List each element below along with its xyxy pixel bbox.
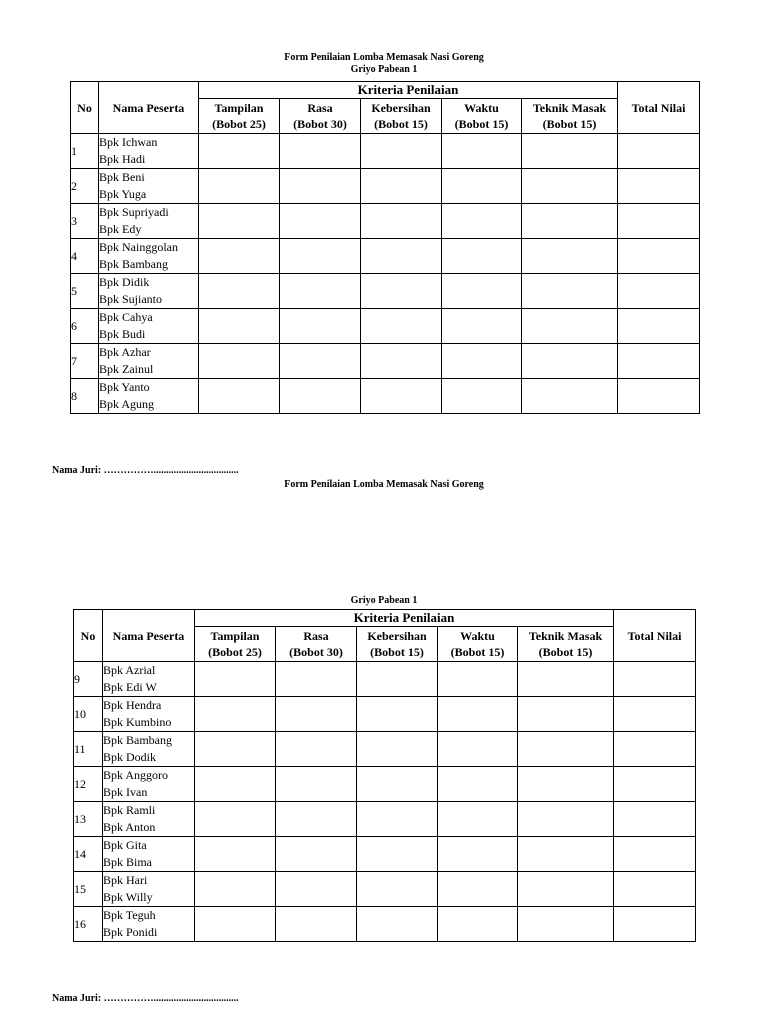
table-row — [71, 309, 700, 344]
score-cell-teknik-masak[interactable] — [522, 344, 618, 379]
score-cell-kebersihan[interactable] — [357, 767, 438, 802]
participant-names — [99, 379, 199, 414]
score-cell-rasa[interactable] — [276, 732, 357, 767]
row-number: 16 — [74, 907, 103, 942]
form1-nama-juri: Nama Juri: …………….................................. — [52, 465, 239, 476]
score-cell-total-nilai[interactable] — [618, 134, 700, 169]
participant-1: Bpk Yanto — [99, 380, 150, 394]
participant-names — [99, 274, 199, 309]
participant-1: Bpk Ichwan — [99, 135, 158, 149]
score-cell-rasa[interactable] — [276, 767, 357, 802]
table-row — [74, 662, 696, 697]
score-cell-kebersihan[interactable] — [361, 379, 442, 414]
participant-2: Bpk Agung — [99, 397, 155, 411]
participant-2: Bpk Edy — [99, 222, 142, 236]
row-number: 7 — [71, 344, 99, 379]
table-row — [71, 169, 700, 204]
header-teknik-masak: Teknik Masak (Bobot 15) — [522, 99, 618, 134]
header-tampilan: Tampilan (Bobot 25) — [195, 627, 276, 662]
score-cell-rasa[interactable] — [280, 134, 361, 169]
form1-title: Form Penilaian Lomba Memasak Nasi Goreng — [284, 52, 484, 63]
score-cell-total-nilai[interactable] — [618, 274, 700, 309]
score-cell-teknik-masak[interactable] — [518, 732, 614, 767]
table-row — [74, 802, 696, 837]
row-number: 9 — [74, 662, 103, 697]
participant-names — [99, 309, 199, 344]
header-kriteria: Kriteria Penilaian — [199, 82, 618, 99]
form2-title: Form Penilaian Lomba Memasak Nasi Goreng — [284, 479, 484, 490]
score-cell-rasa[interactable] — [280, 379, 361, 414]
score-cell-rasa[interactable] — [280, 274, 361, 309]
score-cell-waktu[interactable] — [438, 662, 518, 697]
score-cell-waktu[interactable] — [438, 907, 518, 942]
participant-1: Bpk Hendra — [103, 698, 162, 712]
score-cell-tampilan[interactable] — [195, 837, 276, 872]
score-cell-total-nilai[interactable] — [618, 169, 700, 204]
score-cell-tampilan[interactable] — [195, 802, 276, 837]
row-number: 1 — [71, 134, 99, 169]
score-cell-rasa[interactable] — [280, 309, 361, 344]
participant-1: Bpk Supriyadi — [99, 205, 169, 219]
participant-1: Bpk Ramli — [103, 803, 156, 817]
score-cell-waktu[interactable] — [438, 872, 518, 907]
table-row — [74, 767, 696, 802]
score-cell-tampilan[interactable] — [199, 239, 280, 274]
score-cell-kebersihan[interactable] — [357, 907, 438, 942]
participant-2: Bpk Anton — [103, 820, 156, 834]
score-cell-tampilan[interactable] — [195, 907, 276, 942]
participant-names — [103, 872, 195, 907]
participant-1: Bpk Azhar — [99, 345, 151, 359]
form1-score-table — [70, 81, 700, 414]
score-cell-total-nilai[interactable] — [614, 697, 696, 732]
score-cell-total-nilai[interactable] — [614, 767, 696, 802]
participant-1: Bpk Teguh — [103, 908, 156, 922]
score-cell-total-nilai[interactable] — [614, 732, 696, 767]
score-cell-teknik-masak[interactable] — [522, 379, 618, 414]
score-cell-kebersihan[interactable] — [361, 169, 442, 204]
score-cell-rasa[interactable] — [280, 239, 361, 274]
row-number: 14 — [74, 837, 103, 872]
score-cell-teknik-masak[interactable] — [522, 274, 618, 309]
score-cell-rasa[interactable] — [276, 662, 357, 697]
score-cell-waktu[interactable] — [442, 169, 522, 204]
participant-2: Bpk Hadi — [99, 152, 146, 166]
score-cell-tampilan[interactable] — [199, 204, 280, 239]
score-cell-tampilan[interactable] — [195, 767, 276, 802]
table-row — [71, 379, 700, 414]
participant-1: Bpk Cahya — [99, 310, 153, 324]
score-cell-total-nilai[interactable] — [618, 344, 700, 379]
score-cell-tampilan[interactable] — [199, 309, 280, 344]
score-cell-teknik-masak[interactable] — [518, 802, 614, 837]
score-cell-tampilan[interactable] — [195, 872, 276, 907]
header-waktu: Waktu (Bobot 15) — [438, 627, 518, 662]
participant-2: Bpk Willy — [103, 890, 153, 904]
score-cell-teknik-masak[interactable] — [518, 872, 614, 907]
table-row — [74, 872, 696, 907]
participant-1: Bpk Nainggolan — [99, 240, 178, 254]
row-number: 4 — [71, 239, 99, 274]
participant-names — [103, 802, 195, 837]
participant-1: Bpk Azrial — [103, 663, 156, 677]
form1-subtitle: Griyo Pabean 1 — [350, 64, 418, 75]
participant-2: Bpk Bima — [103, 855, 153, 869]
participant-2: Bpk Edi W — [103, 680, 157, 694]
header-total-nilai: Total Nilai — [618, 82, 700, 134]
row-number: 15 — [74, 872, 103, 907]
score-cell-teknik-masak[interactable] — [518, 837, 614, 872]
participant-2: Bpk Dodik — [103, 750, 157, 764]
score-cell-kebersihan[interactable] — [357, 872, 438, 907]
score-cell-teknik-masak[interactable] — [522, 169, 618, 204]
score-cell-waktu[interactable] — [438, 697, 518, 732]
participant-1: Bpk Hari — [103, 873, 148, 887]
participant-1: Bpk Gita — [103, 838, 147, 852]
score-cell-waktu[interactable] — [438, 802, 518, 837]
score-cell-kebersihan[interactable] — [361, 134, 442, 169]
participant-names — [103, 907, 195, 942]
score-cell-total-nilai[interactable] — [618, 204, 700, 239]
table-row — [71, 344, 700, 379]
form2-nama-juri: Nama Juri: …………….................................. — [52, 993, 239, 1004]
participant-1: Bpk Beni — [99, 170, 145, 184]
score-cell-tampilan[interactable] — [199, 134, 280, 169]
participant-1: Bpk Bambang — [103, 733, 172, 747]
header-no: No — [71, 82, 99, 134]
table-row — [74, 732, 696, 767]
participant-2: Bpk Ivan — [103, 785, 148, 799]
score-cell-teknik-masak[interactable] — [522, 134, 618, 169]
score-cell-tampilan[interactable] — [199, 169, 280, 204]
score-cell-kebersihan[interactable] — [361, 204, 442, 239]
header-teknik-masak: Teknik Masak (Bobot 15) — [518, 627, 614, 662]
score-cell-waktu[interactable] — [442, 379, 522, 414]
participant-names — [103, 767, 195, 802]
score-cell-kebersihan[interactable] — [357, 837, 438, 872]
score-cell-waktu[interactable] — [442, 134, 522, 169]
table-row — [71, 204, 700, 239]
row-number: 13 — [74, 802, 103, 837]
participant-2: Bpk Budi — [99, 327, 146, 341]
row-number: 3 — [71, 204, 99, 239]
form2-subtitle: Griyo Pabean 1 — [350, 595, 418, 606]
header-nama-peserta: Nama Peserta — [99, 82, 199, 134]
row-number: 11 — [74, 732, 103, 767]
score-cell-teknik-masak[interactable] — [522, 309, 618, 344]
score-cell-tampilan[interactable] — [195, 697, 276, 732]
row-number: 10 — [74, 697, 103, 732]
score-cell-teknik-masak[interactable] — [522, 239, 618, 274]
header-kriteria: Kriteria Penilaian — [195, 610, 614, 627]
participant-names — [99, 239, 199, 274]
score-cell-waktu[interactable] — [442, 344, 522, 379]
score-cell-waktu[interactable] — [442, 239, 522, 274]
participant-names — [103, 697, 195, 732]
score-cell-total-nilai[interactable] — [618, 309, 700, 344]
header-rasa: Rasa (Bobot 30) — [280, 99, 361, 134]
participant-names — [103, 662, 195, 697]
score-cell-tampilan[interactable] — [195, 732, 276, 767]
score-cell-waktu[interactable] — [442, 274, 522, 309]
table-row — [74, 837, 696, 872]
header-tampilan: Tampilan (Bobot 25) — [199, 99, 280, 134]
score-cell-rasa[interactable] — [276, 872, 357, 907]
header-kebersihan: Kebersihan (Bobot 15) — [357, 627, 438, 662]
score-cell-teknik-masak[interactable] — [518, 907, 614, 942]
table-row — [71, 134, 700, 169]
participant-2: Bpk Ponidi — [103, 925, 158, 939]
score-cell-waktu[interactable] — [438, 837, 518, 872]
form2-score-table — [73, 609, 696, 942]
participant-names — [103, 837, 195, 872]
score-cell-tampilan[interactable] — [195, 662, 276, 697]
participant-names — [99, 169, 199, 204]
participant-2: Bpk Sujianto — [99, 292, 163, 306]
row-number: 5 — [71, 274, 99, 309]
table-row — [74, 697, 696, 732]
score-cell-total-nilai[interactable] — [614, 837, 696, 872]
participant-2: Bpk Kumbino — [103, 715, 172, 729]
score-cell-kebersihan[interactable] — [361, 274, 442, 309]
participant-names — [99, 344, 199, 379]
header-waktu: Waktu (Bobot 15) — [442, 99, 522, 134]
score-cell-waktu[interactable] — [438, 732, 518, 767]
form1-title-block — [0, 52, 768, 76]
score-cell-total-nilai[interactable] — [618, 239, 700, 274]
header-kebersihan: Kebersihan (Bobot 15) — [361, 99, 442, 134]
participant-names — [99, 204, 199, 239]
table-row — [71, 239, 700, 274]
score-cell-total-nilai[interactable] — [614, 662, 696, 697]
score-cell-kebersihan[interactable] — [357, 662, 438, 697]
score-cell-rasa[interactable] — [276, 907, 357, 942]
row-number: 8 — [71, 379, 99, 414]
score-cell-teknik-masak[interactable] — [518, 662, 614, 697]
participant-names — [103, 732, 195, 767]
score-cell-waktu[interactable] — [442, 204, 522, 239]
score-cell-waktu[interactable] — [442, 309, 522, 344]
score-cell-tampilan[interactable] — [199, 379, 280, 414]
score-cell-kebersihan[interactable] — [357, 697, 438, 732]
score-cell-kebersihan[interactable] — [361, 344, 442, 379]
score-cell-rasa[interactable] — [280, 204, 361, 239]
score-cell-rasa[interactable] — [280, 344, 361, 379]
score-cell-kebersihan[interactable] — [361, 309, 442, 344]
table-row — [74, 907, 696, 942]
score-cell-waktu[interactable] — [438, 767, 518, 802]
score-cell-kebersihan[interactable] — [357, 802, 438, 837]
table-row — [71, 274, 700, 309]
participant-names — [99, 134, 199, 169]
score-cell-teknik-masak[interactable] — [518, 697, 614, 732]
header-no: No — [74, 610, 103, 662]
score-cell-total-nilai[interactable] — [618, 379, 700, 414]
score-cell-kebersihan[interactable] — [361, 239, 442, 274]
participant-1: Bpk Didik — [99, 275, 150, 289]
header-nama-peserta: Nama Peserta — [103, 610, 195, 662]
participant-2: Bpk Bambang — [99, 257, 168, 271]
participant-1: Bpk Anggoro — [103, 768, 169, 782]
header-rasa: Rasa (Bobot 30) — [276, 627, 357, 662]
score-cell-total-nilai[interactable] — [614, 802, 696, 837]
score-cell-teknik-masak[interactable] — [522, 204, 618, 239]
score-cell-total-nilai[interactable] — [614, 872, 696, 907]
participant-2: Bpk Yuga — [99, 187, 147, 201]
participant-2: Bpk Zainul — [99, 362, 154, 376]
score-cell-tampilan[interactable] — [199, 344, 280, 379]
score-cell-kebersihan[interactable] — [357, 732, 438, 767]
score-cell-total-nilai[interactable] — [614, 907, 696, 942]
score-cell-rasa[interactable] — [276, 837, 357, 872]
score-cell-tampilan[interactable] — [199, 274, 280, 309]
score-cell-teknik-masak[interactable] — [518, 767, 614, 802]
row-number: 6 — [71, 309, 99, 344]
row-number: 12 — [74, 767, 103, 802]
row-number: 2 — [71, 169, 99, 204]
score-cell-rasa[interactable] — [276, 697, 357, 732]
header-total-nilai: Total Nilai — [614, 610, 696, 662]
score-cell-rasa[interactable] — [280, 169, 361, 204]
score-cell-rasa[interactable] — [276, 802, 357, 837]
